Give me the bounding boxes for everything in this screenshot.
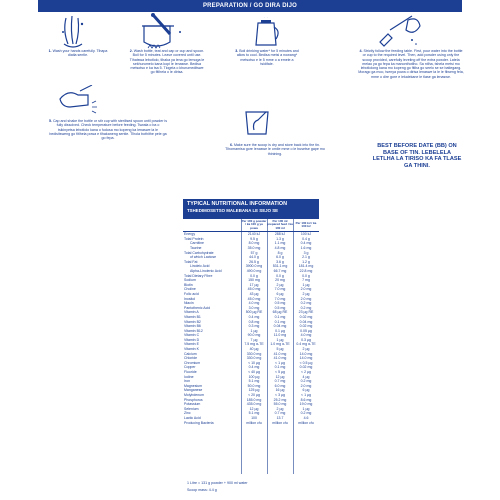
best-before-notice: BEST BEFORE DATE (BB) ON BASE OF TIN. LEBELELA LETLHA LA TIRISO KA FA TLASE GA THINI. — [372, 143, 462, 169]
nutrient-value: 500 µg RE — [245, 310, 263, 315]
nutrient-name: Producing Bacteria — [184, 420, 214, 425]
nutrient-name: Total Protein — [184, 236, 204, 241]
nutrient-name: Vitamin D — [184, 337, 200, 342]
nutrient-value: 3 g — [303, 250, 309, 255]
nutrient-value: 3.0 mg — [248, 305, 260, 310]
nutrient-value: 1 µg — [302, 282, 310, 287]
nutrition-title: TYPICAL NUTRITIONAL INFORMATION — [187, 201, 288, 207]
step-1-text: Wash your hands carefully. Tlhapa diatla sentle. — [52, 49, 108, 58]
nutrient-value: 2 µg — [276, 406, 284, 411]
step-4 — [358, 49, 464, 79]
nutrient-name: Inositol — [184, 296, 196, 301]
nutrient-value: 0.4 mg — [248, 365, 260, 370]
nutrient-column-header — [183, 219, 241, 232]
nutrient-value: 7 µg — [250, 337, 258, 342]
nutrient-value: 2 µg — [302, 291, 310, 296]
step-2 — [128, 49, 206, 75]
scoop-levelling-icon — [378, 12, 424, 48]
nutrient-name: Total Carbohydrate — [184, 250, 214, 255]
nutrient-value: 0.1 mg — [274, 314, 286, 319]
nutrient-value: 6.0 g — [276, 255, 284, 260]
nutrient-value: 0.3 µg — [301, 337, 311, 342]
nutrient-value: 19.0 mg — [299, 402, 313, 407]
nutrient-name: Vitamin A — [184, 310, 199, 315]
nutrient-value: 14.0 mg — [299, 351, 313, 356]
nutrient-value: 13.7 — [276, 415, 284, 420]
nutrient-value: 0.4 mg — [248, 314, 260, 319]
nutrition-row — [183, 421, 319, 426]
step-6-number: 6. — [229, 143, 233, 147]
nutrient-value: 0.0 g — [276, 273, 284, 278]
nutrient-value: 8 g — [277, 250, 283, 255]
per-100g-header: Per 100 g powder / ka 100 g ya powa — [241, 219, 267, 230]
nutrient-name: Copper — [184, 365, 196, 370]
nutrient-value: 25.2 mg — [273, 397, 287, 402]
nutrient-value: million cfu — [246, 420, 262, 425]
nutrient-value: 330.0 mg — [246, 351, 262, 356]
nutrient-value: 22.8 mg — [299, 268, 313, 273]
nutrient-value: 150 mg — [248, 278, 260, 283]
nutrient-value: < 3 µg — [275, 393, 285, 397]
nutrient-value: 0.02 mg — [299, 324, 313, 329]
nutrient-value: 100 kJ — [300, 232, 312, 237]
nutrient-value: 0.02 mg — [299, 365, 313, 370]
nutrient-value: 2.0 mg — [300, 296, 312, 301]
nutrient-value: 0.5 mg — [274, 301, 286, 306]
nutrient-name: Vitamin B2 — [184, 319, 201, 324]
nutrient-value: 0.2 mg — [300, 379, 312, 384]
nutrient-value: 1.2 g — [302, 259, 310, 264]
step-4-number: 4. — [359, 49, 363, 53]
nutrient-name: Taurine — [190, 246, 202, 250]
kettle-icon — [252, 17, 282, 47]
nutrient-name: Total Dietary Fibre — [184, 273, 213, 278]
nutrient-value: 7.5 mg α-TE — [244, 342, 264, 347]
nutrient-value: 7 mg — [302, 278, 310, 283]
step-2-number: 2. — [129, 49, 133, 53]
step-5-number: 5. — [48, 119, 52, 123]
nutrient-value: 0.0 g — [302, 273, 310, 278]
nutrient-value: 2.0 mg — [300, 287, 312, 292]
nutrient-value: 125 µg — [248, 388, 260, 393]
nutrient-value: 5.1 mg — [248, 411, 260, 416]
nutrient-name: Linoleic Acid — [190, 264, 210, 269]
nutrient-name: Niacin — [184, 301, 194, 306]
step-5 — [48, 119, 168, 140]
nutrient-name: Lactic Acid — [184, 415, 201, 420]
nutrient-value: < 1 µg — [301, 393, 311, 397]
nutrient-value: 5 µg — [276, 347, 284, 352]
nutrient-value: 6.0 mg — [274, 383, 286, 388]
nutrient-name: Selenium — [184, 406, 199, 411]
nutrient-value: < 10 µg — [248, 360, 260, 365]
nutrient-name: Carnitine — [190, 241, 205, 246]
nutrient-value: 41.0 mg — [273, 351, 287, 356]
nutrient-name: Total Fat — [184, 259, 198, 264]
nutrient-name: Calcium — [184, 351, 197, 356]
nutrient-value: 4.0 mg — [300, 333, 312, 338]
nutrient-value: 20 mg — [275, 278, 285, 283]
nutrient-name: Vitamin E — [184, 342, 199, 347]
nutrient-name: Zinc — [184, 411, 191, 416]
step-1-number: 1. — [48, 49, 52, 53]
nutrient-value: 57 g — [250, 250, 258, 255]
nutrient-value: 8.6 mg — [300, 397, 312, 402]
nutrient-value: 0.4 mg — [300, 241, 312, 246]
nutrient-value: 4.0 mg — [248, 301, 260, 306]
nutrient-value: < 2 µg — [301, 370, 311, 375]
nutrient-value: 0.02 mg — [299, 314, 313, 319]
nutrient-value: 1 µg — [250, 328, 258, 333]
nutrient-name: Alpha-Linolenic Acid — [190, 268, 222, 273]
nutrient-name: Folic acid — [184, 291, 199, 296]
nutrient-name: Energy — [184, 232, 196, 237]
nutrient-value: 68 µg RE — [272, 310, 288, 315]
nutrient-value: 185.0 mg — [246, 397, 262, 402]
nutrient-value: 435.0 mg — [246, 402, 262, 407]
nutrient-value: 12 µg — [249, 406, 259, 411]
per-100ml-header: Per 100 ml prepared feed / ka 100 ml — [267, 219, 293, 230]
nutrient-name: Vitamin C — [184, 333, 200, 338]
nutrient-value: 90.0 mg — [247, 333, 261, 338]
nutrient-value: 66.7 mg — [273, 268, 287, 273]
nutrient-value: 0.0 g — [250, 273, 258, 278]
nutrient-value: 0.2 mg — [300, 411, 312, 416]
nutrient-value: 6 µg — [302, 388, 310, 393]
nutrition-table-header-row — [183, 219, 319, 232]
nutrient-value: 7.0 mg — [274, 296, 286, 301]
step-5-text: Cap and shake the bottle or stir cup with sterilised spoon until powder is fully dissolved. Check temperature before feeding. Tswala o ba o tsikinyetsa lebotlolo kana o fudusa mo kopeng ka lenaswe la le bedisitsweng go fitlhela powa e tlhakaneng sentle. Tlhola bothithe pele ga go fepa. — [49, 119, 168, 141]
step-6 — [220, 143, 330, 156]
nutrient-value: 4 µg — [302, 374, 310, 379]
nutrient-value: 8.0 mg — [248, 241, 260, 246]
nutrient-value: 23 µg RE — [298, 310, 314, 315]
nutrient-value: 2 µg — [302, 347, 310, 352]
step-3 — [235, 49, 299, 66]
nutrient-value: 50.0 mg — [247, 383, 261, 388]
nutrient-name: Choline — [184, 287, 196, 292]
nutrient-value: 1 µg — [276, 337, 284, 342]
nutrient-value: 181.4 mg — [298, 264, 314, 269]
nutrient-value: 0.04 mg — [299, 319, 313, 324]
nutrient-value: 17 µg — [249, 282, 259, 287]
nutrient-name: Molybdenum — [184, 393, 205, 397]
nutrient-name: Biotin — [184, 282, 193, 287]
nutrient-value: 0.7 mg — [274, 379, 286, 384]
hand-shaking-bottle-icon — [58, 85, 104, 115]
nutrient-value: < 20 µg — [248, 393, 260, 397]
nutrient-value: 9.5 g — [250, 236, 258, 241]
nutrient-value: 6 µg — [276, 291, 284, 296]
nutrient-value: 44.0 g — [249, 255, 259, 260]
nutrient-value: 0.3 mg — [248, 324, 260, 329]
nutrient-value: < 1 µg — [275, 360, 285, 365]
nutrient-name: Magnesium — [184, 383, 203, 388]
nutrient-value: 100 µg — [248, 374, 260, 379]
nutrient-name: Sodium — [184, 278, 196, 283]
nutrient-value: 0.4 mg α-TE — [296, 342, 316, 347]
nutrient-value: million cfu — [298, 420, 314, 425]
bottle-boiling-icon — [140, 12, 186, 52]
step-3-number: 3. — [235, 49, 239, 53]
nutrient-value: 5.1 mg — [248, 379, 260, 384]
nutrient-value: 45.0 mg — [247, 296, 261, 301]
nutrient-value: 288 kJ — [274, 232, 286, 237]
nutrient-value: 0.04 mg — [273, 324, 287, 329]
footnote-scoop: Scoop mass: 4.4 g — [187, 488, 217, 492]
nutrient-name: Iron — [184, 379, 191, 384]
nutrient-value: < 0.5 µg — [299, 360, 313, 365]
nutrient-name: Fluoride — [184, 370, 197, 375]
nutrient-value: 1.6 mg — [300, 246, 312, 250]
nutrient-value: 7.0 mg — [274, 287, 286, 292]
nutrient-value: 45.0 mg — [247, 287, 261, 292]
nutrient-name: Manganese — [184, 388, 203, 393]
nutrient-value: 0.2 mg — [300, 301, 312, 306]
nutrient-value: 2.1 g — [302, 255, 310, 260]
nutrient-value: 0.1 µg — [275, 328, 285, 333]
nutrient-value: 1.3 g — [276, 236, 284, 241]
nutrient-value: 55.0 mg — [273, 402, 287, 407]
nutrient-name: Vitamin B12 — [184, 328, 203, 333]
footnote-litre: 1 Litre = 131 g powder + 900 ml water — [187, 481, 248, 485]
preparation-banner: PREPARATION / GO DIRA DIJO — [38, 0, 462, 12]
step-2-text: Wash bottle, teat and cap or cup and spoon. Boil for 5 minutes. Leave covered until use. Tlhatswa lebotlolo, tlhaka ya lena go lemoga le sekhurumelo kana kopi le lenaswe. Bedisa metsotso e ka tsa 5. Tlogela o khurumeditswe go fitlhela o le dirisa. — [129, 49, 205, 75]
nutrient-value: 3900.0 mg — [245, 264, 263, 269]
nutrient-name: Vitamin B6 — [184, 324, 201, 329]
nutrient-value: 1.0 mg α-TE — [270, 342, 290, 347]
nutrient-value: 14.0 mg — [299, 356, 313, 361]
nutrient-value: 0.8 mg — [248, 319, 260, 324]
nutrient-value: 0.1 mg — [274, 319, 286, 324]
nutrient-name: Chromium — [184, 360, 201, 365]
step-6-text: Make sure the scoop is dry and store back into the tin. Tlhomamisa gore lenaswe le omile mme o le busetse gape mo thinining. — [225, 143, 325, 156]
nutrient-value: 0.5 mg — [274, 305, 286, 310]
nutrient-value: 1 µg — [302, 406, 310, 411]
nutrient-name: Iodine — [184, 374, 194, 379]
per-100kj-header: Per 100 kJ / ka 100 kJ — [293, 219, 319, 232]
nutrient-name: Potassium — [184, 402, 201, 407]
step-3-text: Boil drinking water* for 5 minutes and allow to cool. Bedisa metsi a nowang* metsotso e le 5 mme o a emele a tsidifale. — [236, 49, 299, 66]
nutrition-subtitle: TSHEDIMOSETSO MALEBANA LE SEJO SE — [187, 208, 279, 213]
nutrient-value: 4.6 — [303, 415, 309, 420]
nutrient-value: 11.0 mg — [273, 333, 287, 338]
nutrient-value: million cfu — [272, 420, 288, 425]
nutrient-value: 26.5 g — [249, 259, 259, 264]
step-4-text: Strictly follow the feeding table. First, pour water into the bottle or cup to the required level. Then, add powder using only the scoop provided, carefully leveling off the extra powder. Latela melao ya go fepa ka manonthotlho. Sa ntlha, tshela metsi mo lebotlolong kana mo kopeng go fitlha go seelo se se batlegang. Morago ga moo, tsenya powa o dirisa lenaswe la le le filweng fela, mme o dire gore e lekalekane le tlase ga lenaswe. — [358, 49, 464, 79]
nutrition-header — [183, 199, 319, 219]
nutrition-table-body — [183, 232, 319, 425]
nutrient-value: 43 µg — [249, 291, 259, 296]
nutrient-value: 0.7 mg — [274, 411, 286, 416]
nutrient-value: 16 µg — [275, 388, 285, 393]
nutrient-value: 2 µg — [276, 282, 284, 287]
nutrient-name: of which Lactose — [190, 255, 217, 260]
nutrient-name: Chloride — [184, 356, 198, 361]
step-1 — [48, 49, 108, 58]
nutrient-name: Vitamin B1 — [184, 314, 201, 319]
nutrient-value: 40 µg — [249, 347, 259, 352]
nutrient-value: 490.0 mg — [246, 268, 262, 273]
nutrient-name: Vitamin K — [184, 347, 199, 352]
nutrition-table — [183, 219, 319, 425]
nutrient-value: 1.1 mg — [274, 241, 286, 246]
nutrient-value: 0.05 µg — [300, 328, 312, 333]
nutrient-name: Pantothenic Acid — [184, 305, 211, 310]
nutrient-value: < 40 µg — [248, 370, 260, 375]
nutrient-value: 0.1 mg — [274, 365, 286, 370]
nutrient-value: 2140 kJ — [247, 232, 261, 237]
nutrient-value: 2.0 mg — [300, 383, 312, 388]
scoop-in-tin-icon — [242, 110, 272, 136]
nutrient-value: 0.2 mg — [300, 305, 312, 310]
nutrient-value: 100 — [251, 415, 257, 420]
nutrient-value: 3.6 g — [276, 259, 284, 264]
nutrient-value: < 5 µg — [275, 370, 285, 375]
nutrient-value: 12 µg — [275, 374, 285, 379]
nutrient-value: 531.1 mg — [272, 264, 288, 269]
hands-washing-icon — [58, 14, 88, 50]
nutrient-value: 35.0 mg — [247, 246, 261, 250]
nutrient-value: 330.0 mg — [246, 356, 262, 361]
nutrient-value: 41.0 mg — [273, 356, 287, 361]
nutrient-value: 4.8 mg — [274, 246, 286, 250]
nutrient-value: 0.4 g — [302, 236, 310, 241]
nutrient-name: Phosphorus — [184, 397, 203, 402]
